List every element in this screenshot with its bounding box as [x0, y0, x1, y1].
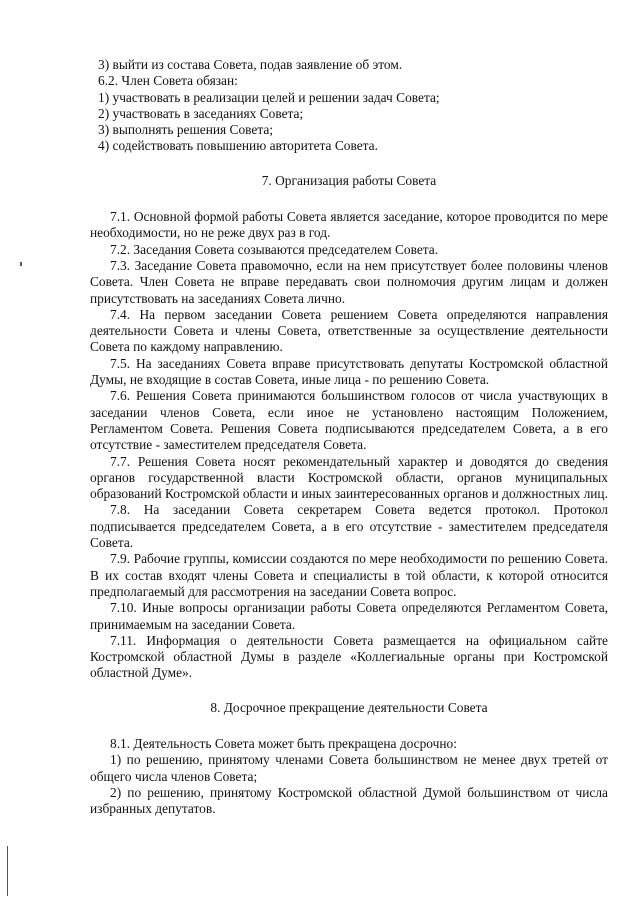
list-item: 3) выполнять решения Совета; — [98, 122, 274, 138]
paragraph: 7.5. На заседаниях Совета вправе присутствовать депутаты Костромской областной Думы, не входящие в состав Совета, иные лица - по решению Совета. — [90, 355, 608, 388]
section-7-heading: 7. Организация работы Совета — [261, 172, 437, 188]
paragraph: 7.6. Решения Совета принимаются большинством голосов от числа участвующих в заседании членов Совета, если иное не установлено настоящим Положением, Регламентом Совета. Решения Совета подписываются председателем Совета, а в его отсутствие - заместителем председателя Совета. — [90, 388, 608, 453]
section-7-body — [90, 209, 608, 682]
paragraph: 7.2. Заседания Совета созываются председателем Совета. — [110, 241, 439, 257]
scan-speck — [20, 262, 22, 266]
list-item: 4) содействовать повышению авторитета Совета. — [98, 138, 378, 154]
paragraph: 1) по решению, принятому членами Совета большинством не менее двух третей от общего числа членов Совета; — [90, 752, 608, 784]
paragraph: 7.4. На первом заседании Совета решением Совета определяются направления деятельности Совета и члены Совета, ответственные за осуществление деятельности Совета по каждому направлению. — [90, 306, 608, 355]
paragraph: 7.3. Заседание Совета правомочно, если на нем присутствует более половины членов Совета. Член Совета не вправе передавать свои полномочия другим лицам и должен присутствовать на заседаниях Совета лично. — [90, 257, 608, 306]
list-item: 6.2. Член Совета обязан: — [98, 73, 238, 89]
paragraph: 7.1. Основной формой работы Совета является заседание, которое проводится по мере необходимости, но не реже двух раз в год. — [90, 209, 608, 241]
paragraph: 7.10. Иные вопросы организации работы Совета определяются Регламентом Совета, принимаемым на заседании Совета. — [90, 600, 608, 632]
paragraph: 7.9. Рабочие группы, комиссии создаются по мере необходимости по решению Совета. В их состав входят члены Совета и специалисты в той области, к которой относится предполагаемый для рассмотрения на заседании Совета вопрос. — [90, 551, 608, 599]
list-item: 1) участвовать в реализации целей и решении задач Совета; — [98, 89, 440, 105]
paragraph: 8.1. Деятельность Совета может быть прекращена досрочно: — [110, 735, 457, 751]
document-content — [90, 57, 608, 817]
section-8-body — [90, 736, 608, 817]
paragraph: 2) по решению, принятому Костромской областной Думой большинством от числа избранных депутатов. — [90, 784, 608, 817]
paragraph: 7.11. Информация о деятельности Совета размещается на официальном сайте Костромской областной Думы в разделе «Коллегиальные органы при Костромской областной Думе». — [90, 632, 608, 681]
scan-edge-line — [7, 846, 8, 896]
paragraph: 7.7. Решения Совета носят рекомендательный характер и доводятся до сведения органов государственной власти Костромской области, органов муниципальных образований Костромской области и иных заинтересованных органов и должностных лиц. — [90, 453, 608, 502]
paragraph: 7.8. На заседании Совета секретарем Совета ведется протокол. Протокол подписывается председателем Совета, а в его отсутствие - заместителем председателя Совета. — [90, 502, 608, 551]
clause-6-list — [90, 57, 608, 155]
list-item: 3) выйти из состава Совета, подав заявление об этом. — [98, 57, 403, 72]
section-8-heading: 8. Досрочное прекращение деятельности Совета — [210, 699, 488, 715]
list-item: 2) участвовать в заседаниях Совета; — [98, 105, 304, 121]
